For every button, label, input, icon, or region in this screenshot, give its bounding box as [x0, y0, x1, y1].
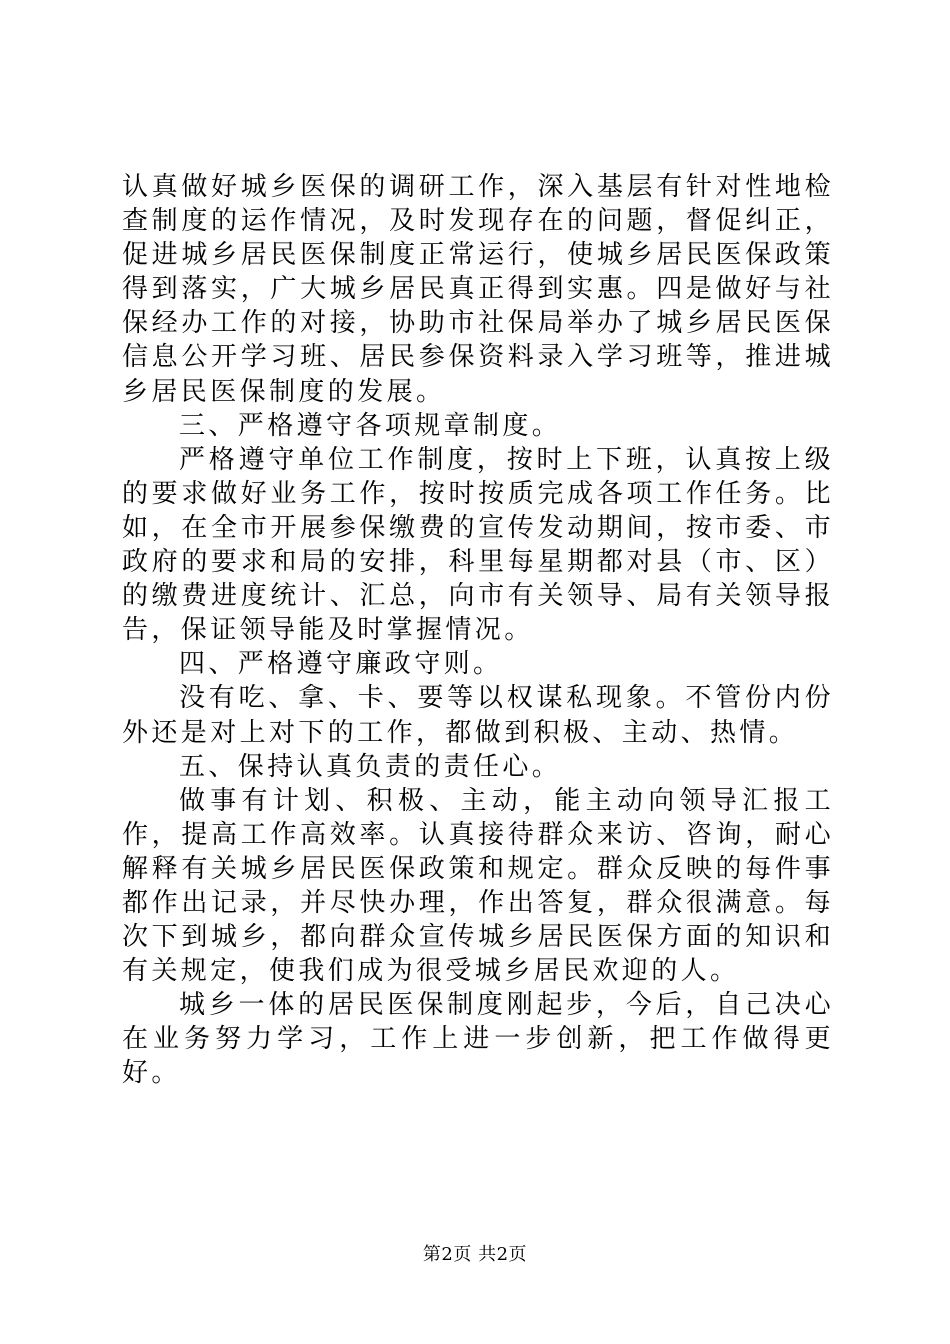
- paragraph-responsibility: 做事有计划、积极、主动，能主动向领导汇报工作，提高工作高效率。认真接待群众来访、咨询，耐心解释有关城乡居民医保政策和规定。群众反映的每件事都作出记录，并尽快办理，作出答复，群众很满意。每次下到城乡，都向群众宣传城乡居民医保方面的知识和有关规定，使我们成为很受城乡居民欢迎的人。: [122, 785, 834, 987]
- section-heading-3: 三、严格遵守各项规章制度。: [179, 410, 562, 441]
- section-heading-4: 四、严格遵守廉政守则。: [179, 649, 503, 680]
- paragraph-continuation: 认真做好城乡医保的调研工作，深入基层有针对性地检查制度的运作情况，及时发现存在的问题，督促纠正，促进城乡居民医保制度正常运行，使城乡居民医保政策得到落实，广大城乡居民真正得到实惠。四是做好与社保经办工作的对接，协助市社保局举办了城乡居民医保信息公开学习班、居民参保资料录入学习班等，推进城乡居民医保制度的发展。: [122, 172, 834, 407]
- document-body: [122, 170, 834, 1091]
- paragraph-rules: 严格遵守单位工作制度，按时上下班，认真按上级的要求做好业务工作，按时按质完成各项工作任务。比如，在全市开展参保缴费的宣传发动期间，按市委、市政府的要求和局的安排，科里每星期都对县（市、区）的缴费进度统计、汇总，向市有关领导、局有关领导报告，保证领导能及时掌握情况。: [122, 444, 834, 646]
- section-heading-5: 五、保持认真负责的责任心。: [179, 751, 562, 782]
- paragraph-conclusion: 城乡一体的居民医保制度刚起步，今后，自己决心在业务努力学习，工作上进一步创新，把工作做得更好。: [122, 990, 834, 1089]
- page-footer: 第2页 共2页: [422, 1244, 528, 1265]
- paragraph-integrity: 没有吃、拿、卡、要等以权谋私现象。不管份内份外还是对上对下的工作，都做到积极、主动、热情。: [122, 683, 834, 748]
